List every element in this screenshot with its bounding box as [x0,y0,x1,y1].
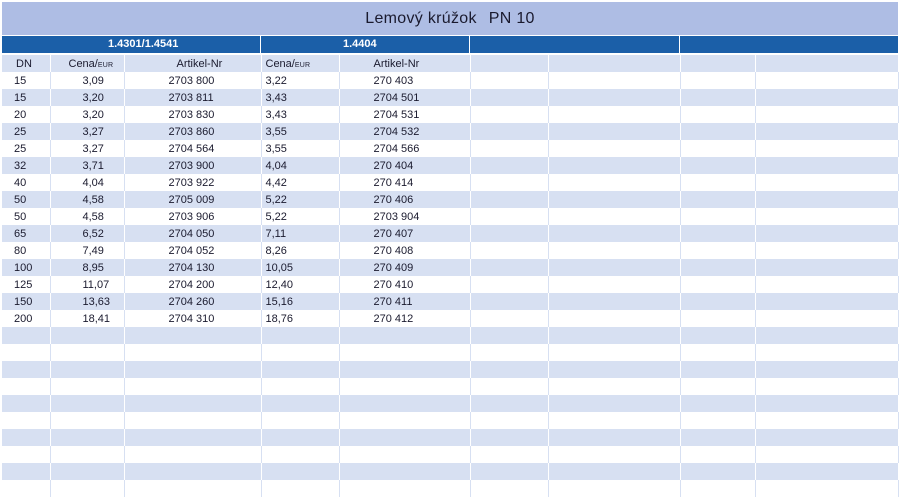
cell-empty [470,412,548,429]
cell-price-1: 3,27 [50,140,124,157]
cell-empty [680,89,755,106]
cell-empty [755,446,898,463]
table-row [2,89,898,106]
cell-price-1: 3,27 [50,123,124,140]
cell-price-2: 8,26 [261,242,339,259]
cell-dn: 150 [2,293,50,310]
cell-article-2: 2704 501 [339,89,470,106]
cell-empty [755,361,898,378]
cell-article-2: 270 408 [339,242,470,259]
cell-price-1: 3,20 [50,106,124,123]
cell-article-2: 270 411 [339,293,470,310]
cell-price-2: 5,22 [261,191,339,208]
cell-empty [470,395,548,412]
cell-article-1: 2704 050 [124,225,261,242]
table-row [2,140,898,157]
cell-empty [755,191,898,208]
cell-empty [470,259,548,276]
cell-dn: 200 [2,310,50,327]
table-row [2,310,898,327]
empty-row [2,361,898,378]
cell-dn [2,378,50,395]
cell-price-1 [50,412,124,429]
cell-empty [548,378,680,395]
cell-dn [2,463,50,480]
cell-dn: 25 [2,123,50,140]
cell-empty [470,191,548,208]
cell-article-1 [124,361,261,378]
cell-price-2: 18,76 [261,310,339,327]
cell-empty [548,191,680,208]
cell-price-2: 15,16 [261,293,339,310]
cell-empty [548,429,680,446]
cell-empty [680,140,755,157]
cell-empty [548,480,680,497]
cell-price-2: 12,40 [261,276,339,293]
cell-price-2: 3,55 [261,123,339,140]
cell-empty [548,463,680,480]
cell-article-2 [339,378,470,395]
cell-article-2 [339,327,470,344]
cell-empty [470,327,548,344]
cell-article-1: 2703 900 [124,157,261,174]
cell-empty [680,446,755,463]
cell-dn [2,344,50,361]
cell-price-1 [50,463,124,480]
cell-price-1: 18,41 [50,310,124,327]
cell-price-2: 3,43 [261,106,339,123]
cell-empty [755,157,898,174]
title-text: Lemový krúžok [365,9,477,27]
cell-article-2: 270 412 [339,310,470,327]
cell-empty [680,412,755,429]
cell-article-2 [339,344,470,361]
cell-empty [755,208,898,225]
cell-article-1: 2704 130 [124,259,261,276]
cell-price-2: 4,42 [261,174,339,191]
cell-empty [470,480,548,497]
cell-price-1 [50,446,124,463]
cell-dn: 100 [2,259,50,276]
table-row [2,123,898,140]
cell-empty [548,327,680,344]
cell-empty [548,72,680,89]
cell-article-2: 2704 532 [339,123,470,140]
cell-empty [755,310,898,327]
cell-dn: 32 [2,157,50,174]
cell-empty [755,378,898,395]
cell-empty [680,72,755,89]
cell-empty [755,480,898,497]
cell-article-1: 2703 800 [124,72,261,89]
cell-empty [680,242,755,259]
cell-empty [755,242,898,259]
cell-empty [755,412,898,429]
table-row [2,191,898,208]
cell-dn: 50 [2,191,50,208]
price-table [2,55,899,497]
table-row [2,157,898,174]
cell-price-2: 3,43 [261,89,339,106]
cell-empty [680,225,755,242]
cell-empty [680,361,755,378]
cell-empty [680,157,755,174]
table-row [2,293,898,310]
header-article-2: Artikel-Nr [339,55,470,72]
cell-empty [470,361,548,378]
cell-price-2: 3,22 [261,72,339,89]
table-row [2,106,898,123]
cell-article-1 [124,395,261,412]
group-header-1: 1.4301/1.4541 [2,36,261,53]
cell-article-1 [124,344,261,361]
cell-empty [548,395,680,412]
cell-empty [548,310,680,327]
cell-price-1: 3,09 [50,72,124,89]
cell-empty [680,123,755,140]
group-header-3 [470,36,680,53]
cell-empty [470,225,548,242]
cell-empty [548,276,680,293]
cell-price-1 [50,429,124,446]
column-header-row [2,55,898,72]
cell-price-2: 7,11 [261,225,339,242]
cell-article-1: 2703 811 [124,89,261,106]
cell-empty [548,157,680,174]
cell-article-1: 2704 260 [124,293,261,310]
cell-dn: 20 [2,106,50,123]
cell-dn: 15 [2,72,50,89]
cell-price-2: 3,55 [261,140,339,157]
cell-price-2: 4,04 [261,157,339,174]
cell-dn [2,480,50,497]
cell-empty [755,429,898,446]
empty-row [2,412,898,429]
cell-empty [680,327,755,344]
cell-empty [755,225,898,242]
cell-empty [755,293,898,310]
cell-article-2: 2703 904 [339,208,470,225]
table-row [2,276,898,293]
cell-empty [755,463,898,480]
empty-row [2,480,898,497]
cell-empty [680,293,755,310]
cell-article-1: 2704 200 [124,276,261,293]
table-row [2,259,898,276]
cell-dn [2,412,50,429]
cell-price-2: 5,22 [261,208,339,225]
empty-row [2,429,898,446]
cell-article-1 [124,412,261,429]
cell-article-1: 2703 922 [124,174,261,191]
header-article-1: Artikel-Nr [124,55,261,72]
cell-empty [470,310,548,327]
cell-price-2 [261,446,339,463]
cell-price-1 [50,378,124,395]
cell-price-1 [50,344,124,361]
cell-article-1: 2704 310 [124,310,261,327]
cell-price-2 [261,412,339,429]
cell-empty [548,293,680,310]
empty-row [2,395,898,412]
cell-article-1 [124,446,261,463]
cell-price-2 [261,480,339,497]
cell-article-2: 270 410 [339,276,470,293]
cell-article-2: 270 403 [339,72,470,89]
cell-price-2 [261,395,339,412]
cell-article-1: 2703 906 [124,208,261,225]
cell-empty [470,242,548,259]
cell-price-1: 8,95 [50,259,124,276]
cell-price-1: 6,52 [50,225,124,242]
empty-row [2,327,898,344]
page-title [365,10,534,28]
cell-price-2 [261,378,339,395]
cell-empty [470,140,548,157]
cell-article-2: 270 404 [339,157,470,174]
title-pn: PN 10 [488,9,535,27]
cell-dn: 50 [2,208,50,225]
cell-price-1: 7,49 [50,242,124,259]
cell-price-1 [50,395,124,412]
cell-empty [548,446,680,463]
cell-article-2 [339,395,470,412]
header-price-1: Cena/EUR [50,55,124,72]
cell-empty [548,344,680,361]
cell-dn [2,361,50,378]
cell-price-1 [50,480,124,497]
group-header-4 [680,36,898,53]
cell-article-2: 270 406 [339,191,470,208]
cell-empty [755,106,898,123]
cell-article-2: 2704 531 [339,106,470,123]
cell-empty [755,140,898,157]
cell-price-1 [50,327,124,344]
cell-dn: 25 [2,140,50,157]
cell-dn: 65 [2,225,50,242]
cell-empty [548,140,680,157]
cell-dn: 125 [2,276,50,293]
cell-empty [548,106,680,123]
cell-empty [755,344,898,361]
cell-empty [548,208,680,225]
cell-empty [755,395,898,412]
cell-price-1: 4,58 [50,191,124,208]
cell-dn [2,327,50,344]
cell-dn [2,395,50,412]
cell-empty [755,89,898,106]
cell-article-1 [124,429,261,446]
cell-dn: 80 [2,242,50,259]
cell-price-1 [50,361,124,378]
cell-empty [680,429,755,446]
cell-price-2: 10,05 [261,259,339,276]
cell-empty [680,106,755,123]
cell-empty [470,89,548,106]
cell-empty [548,361,680,378]
cell-empty [755,174,898,191]
cell-empty [470,344,548,361]
empty-row [2,463,898,480]
group-header-2: 1.4404 [261,36,470,53]
cell-article-1: 2703 860 [124,123,261,140]
cell-empty [548,174,680,191]
cell-empty [755,72,898,89]
cell-article-1 [124,463,261,480]
empty-row [2,378,898,395]
table-row [2,208,898,225]
cell-empty [470,106,548,123]
title-bar [2,2,898,35]
cell-article-2 [339,446,470,463]
cell-article-2: 270 407 [339,225,470,242]
cell-article-1: 2705 009 [124,191,261,208]
cell-article-2: 270 414 [339,174,470,191]
cell-empty [470,72,548,89]
cell-article-1 [124,327,261,344]
cell-empty [470,208,548,225]
cell-price-2 [261,344,339,361]
cell-empty [680,395,755,412]
cell-article-1 [124,378,261,395]
cell-price-1: 13,63 [50,293,124,310]
cell-article-2: 2704 566 [339,140,470,157]
table-row [2,225,898,242]
cell-dn [2,446,50,463]
cell-empty [755,123,898,140]
cell-price-1: 3,20 [50,89,124,106]
cell-empty [548,412,680,429]
cell-article-1: 2703 830 [124,106,261,123]
cell-article-2 [339,361,470,378]
cell-empty [548,89,680,106]
table-row [2,174,898,191]
cell-empty [755,327,898,344]
cell-empty [680,463,755,480]
cell-article-2: 270 409 [339,259,470,276]
cell-article-1: 2704 564 [124,140,261,157]
cell-article-1: 2704 052 [124,242,261,259]
cell-price-2 [261,361,339,378]
cell-price-2 [261,429,339,446]
cell-empty [470,123,548,140]
cell-empty [470,378,548,395]
cell-empty [470,174,548,191]
cell-empty [755,276,898,293]
cell-price-1: 4,04 [50,174,124,191]
cell-empty [548,259,680,276]
cell-empty [470,157,548,174]
cell-price-2 [261,463,339,480]
cell-empty [548,242,680,259]
cell-price-1: 4,58 [50,208,124,225]
cell-article-1 [124,480,261,497]
cell-empty [680,191,755,208]
cell-empty [470,276,548,293]
table-row [2,72,898,89]
cell-empty [680,310,755,327]
cell-empty [470,446,548,463]
cell-empty [548,225,680,242]
cell-dn [2,429,50,446]
cell-price-1: 3,71 [50,157,124,174]
table-row [2,242,898,259]
header-price-2: Cena/EUR [261,55,339,72]
cell-empty [470,463,548,480]
cell-empty [680,208,755,225]
cell-article-2 [339,463,470,480]
cell-empty [470,429,548,446]
cell-price-1: 11,07 [50,276,124,293]
cell-empty [680,259,755,276]
cell-article-2 [339,429,470,446]
cell-empty [755,259,898,276]
cell-dn: 40 [2,174,50,191]
cell-empty [680,174,755,191]
cell-price-2 [261,327,339,344]
cell-empty [680,378,755,395]
cell-article-2 [339,480,470,497]
cell-article-2 [339,412,470,429]
material-group-bar [2,36,898,53]
header-dn: DN [2,55,50,72]
empty-row [2,344,898,361]
cell-empty [470,293,548,310]
cell-empty [680,276,755,293]
cell-empty [548,123,680,140]
cell-empty [680,344,755,361]
cell-dn: 15 [2,89,50,106]
empty-row [2,446,898,463]
cell-empty [680,480,755,497]
